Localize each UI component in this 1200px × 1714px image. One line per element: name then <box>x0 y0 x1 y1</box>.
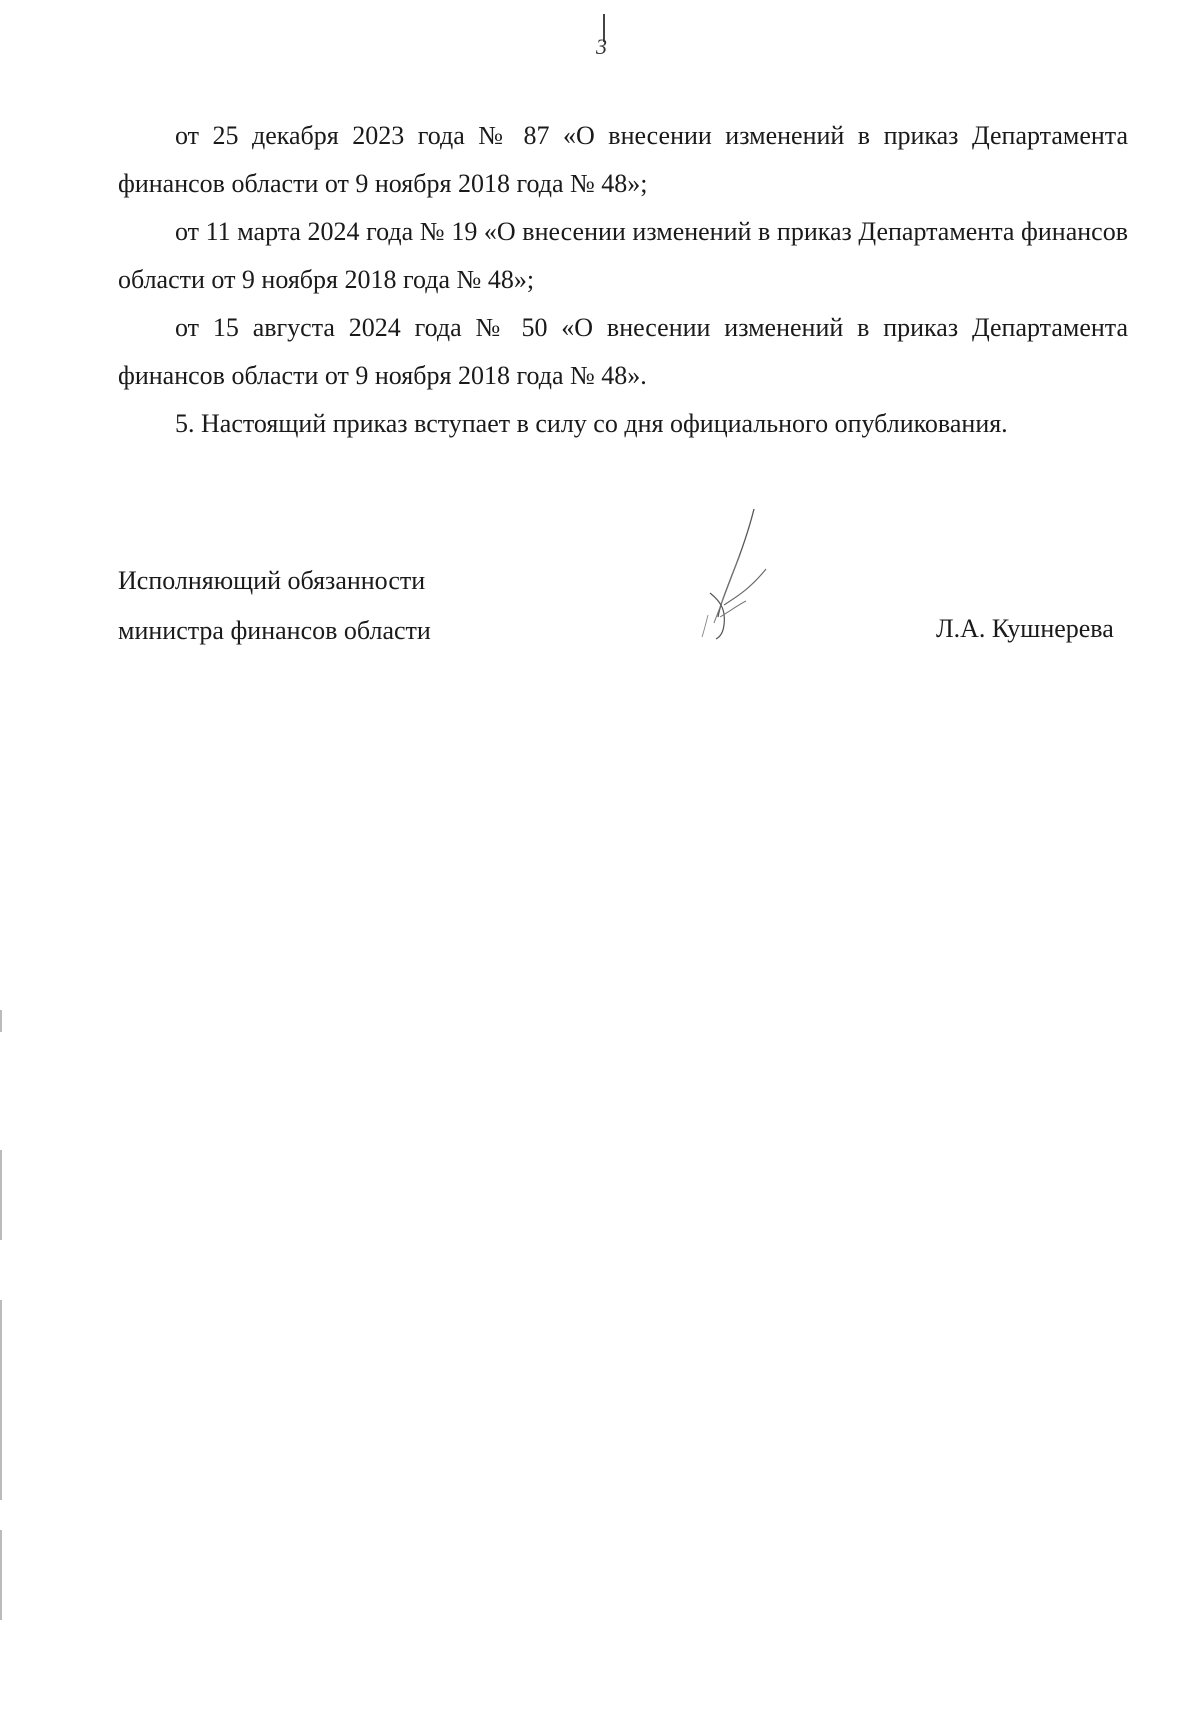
signer-name: Л.А. Кушнерева <box>936 614 1114 643</box>
position-line-1: Исполняющий обязанности <box>118 566 426 595</box>
signatory-position <box>118 556 431 656</box>
scan-edge-mark <box>0 1150 2 1240</box>
position-line-2: министра финансов области <box>118 616 431 645</box>
paragraph-order-50: от 15 августа 2024 года № 50 «О внесении изменений в приказ Департамента финансов области от 9 ноября 2018 года № 48». <box>118 313 1128 390</box>
scan-edge-mark <box>0 1530 2 1620</box>
scan-edge-mark <box>0 1010 2 1032</box>
page-number: 3 <box>596 34 607 59</box>
scan-edge-mark <box>0 1300 2 1500</box>
handwritten-signature <box>680 505 790 645</box>
paragraph-order-19: от 11 марта 2024 года № 19 «О внесении изменений в приказ Департамента финансов области от 9 ноября 2018 года № 48»; <box>118 217 1128 294</box>
paragraph-effective-date: 5. Настоящий приказ вступает в силу со дня официального опубликования. <box>175 409 1008 438</box>
paragraph-order-87: от 25 декабря 2023 года № 87 «О внесении изменений в приказ Департамента финансов области от 9 ноября 2018 года № 48»; <box>118 121 1128 198</box>
document-body <box>118 112 1128 448</box>
